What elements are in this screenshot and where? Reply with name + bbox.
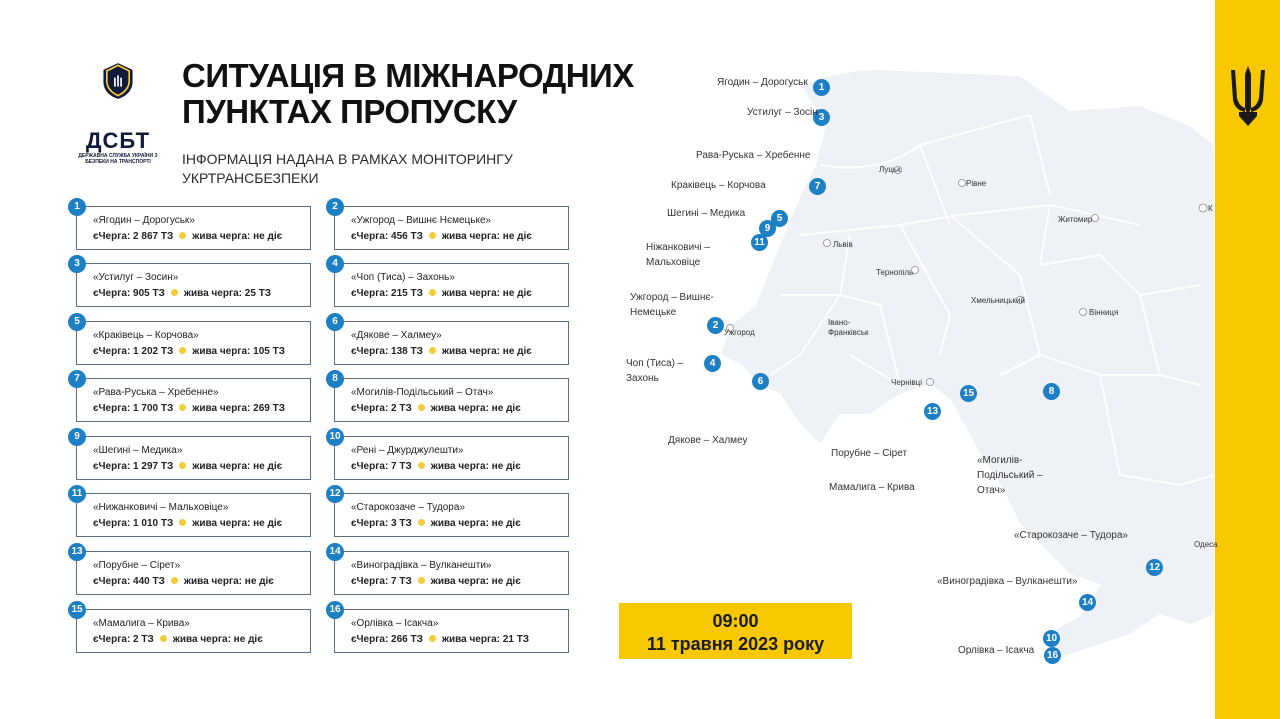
map-city-label: Луцьк xyxy=(879,165,901,174)
map-city-label: Івано-Франківськ xyxy=(828,318,869,337)
checkpoint-number-badge: 15 xyxy=(68,601,86,619)
checkpoint-card xyxy=(74,431,311,480)
e-queue-value: єЧерга: 440 ТЗ xyxy=(93,576,165,587)
checkpoint-card xyxy=(329,488,569,537)
checkpoint-card xyxy=(329,604,569,653)
checkpoint-card xyxy=(71,546,311,595)
map-marker: 1 xyxy=(813,79,830,96)
checkpoint-name: «Дякове – Халмеу» xyxy=(351,330,442,341)
checkpoint-number-badge: 2 xyxy=(326,198,344,216)
map-city-label: Ужгород xyxy=(724,328,755,337)
live-queue-value: жива черга: 269 ТЗ xyxy=(192,403,285,414)
timestamp-time: 09:00 xyxy=(712,611,759,631)
map-marker: 4 xyxy=(704,355,721,372)
map-marker-label: Ужгород – Вишнє-Немецьке xyxy=(630,292,714,318)
checkpoint-name: «Устилуг – Зосин» xyxy=(93,272,179,283)
map-marker-label: Чоп (Тиса) – Захонь xyxy=(626,358,684,384)
checkpoint-queue-line xyxy=(93,403,285,414)
checkpoint-name: «Рені – Джурджулешти» xyxy=(351,445,464,456)
live-queue-value: жива черга: не діє xyxy=(192,461,283,472)
checkpoint-number-badge: 1 xyxy=(68,198,86,216)
live-queue-value: жива черга: не діє xyxy=(430,576,521,587)
map-marker: 13 xyxy=(924,403,941,420)
live-queue-value: жива черга: не діє xyxy=(172,634,263,645)
e-queue-value: єЧерга: 1 297 ТЗ xyxy=(93,461,174,472)
checkpoint-queue-line xyxy=(93,346,285,357)
checkpoint-card xyxy=(74,373,311,422)
checkpoint-name: «Старокозаче – Тудора» xyxy=(351,502,465,513)
checkpoint-queue-line xyxy=(351,518,521,529)
yellow-dot-icon xyxy=(429,232,436,239)
live-queue-value: жива черга: не діє xyxy=(192,518,283,529)
yellow-dot-icon xyxy=(429,635,436,642)
timestamp-date: 11 травня 2023 року xyxy=(646,634,825,654)
e-queue-value: єЧерга: 2 867 ТЗ xyxy=(93,231,174,242)
map-marker-label: «Виноградівка – Вулканешти» xyxy=(937,576,1078,587)
checkpoint-number-badge: 13 xyxy=(68,543,86,561)
map-marker: 16 xyxy=(1044,647,1061,664)
yellow-dot-icon xyxy=(179,462,186,469)
map-city-label: Чернівці xyxy=(891,378,923,387)
dsbt-shield-icon xyxy=(78,62,158,128)
map-marker-label: Устилуг – Зосін xyxy=(747,107,818,118)
e-queue-value: єЧерга: 7 ТЗ xyxy=(351,461,412,472)
checkpoint-number-badge: 7 xyxy=(68,370,86,388)
yellow-dot-icon xyxy=(179,347,186,354)
map-marker-label: Краківець – Корчова xyxy=(671,180,766,191)
yellow-dot-icon xyxy=(160,635,167,642)
checkpoint-card xyxy=(332,373,569,422)
checkpoint-queue-line xyxy=(351,346,532,357)
trident-icon xyxy=(1227,64,1269,128)
checkpoint-queue-line xyxy=(351,288,532,299)
checkpoint-card xyxy=(332,316,569,365)
checkpoint-card xyxy=(71,604,311,653)
e-queue-value: єЧерга: 7 ТЗ xyxy=(351,576,412,587)
checkpoint-number-badge: 5 xyxy=(68,313,86,331)
map-marker-label: Дякове – Халмеу xyxy=(668,435,748,446)
checkpoint-number-badge: 16 xyxy=(326,601,344,619)
checkpoint-card xyxy=(71,488,311,537)
checkpoint-name: «Орлівка – Ісакча» xyxy=(351,618,439,629)
map-city-label: Хмельницький xyxy=(971,296,1025,305)
map-marker: 3 xyxy=(813,109,830,126)
map-marker-label: Ягодин – Дорогуськ xyxy=(717,77,808,88)
e-queue-value: єЧерга: 1 202 ТЗ xyxy=(93,346,174,357)
checkpoint-name: «Ягодин – Дорогуськ» xyxy=(93,215,195,226)
map-marker: 7 xyxy=(809,178,826,195)
live-queue-value: жива черга: не діє xyxy=(441,346,532,357)
map-marker-label: «Старокозаче – Тудора» xyxy=(1014,530,1128,541)
checkpoint-name: «Виноградівка – Вулканешти» xyxy=(351,560,492,571)
checkpoint-number-badge: 4 xyxy=(326,255,344,273)
checkpoint-card xyxy=(329,546,569,595)
map-marker-label: Орлівка – Ісакча xyxy=(958,645,1035,656)
map-marker-label: Ніжанковичі – Мальховіце xyxy=(646,242,710,268)
yellow-dot-icon xyxy=(418,519,425,526)
map-city-label: Одеса xyxy=(1194,540,1218,549)
checkpoint-name: «Рава-Руська – Хребенне» xyxy=(93,387,219,398)
checkpoint-number-badge: 14 xyxy=(326,543,344,561)
live-queue-value: жива черга: не діє xyxy=(441,288,532,299)
page-title: СИТУАЦІЯ В МІЖНАРОДНИХ ПУНКТАХ ПРОПУСКУ xyxy=(182,57,634,130)
map-marker: 9 xyxy=(759,220,776,237)
live-queue-value: жива черга: 25 ТЗ xyxy=(183,288,272,299)
page-subtitle: ІНФОРМАЦІЯ НАДАНА В РАМКАХ МОНІТОРИНГУ УКРТРАНСБЕЗПЕКИ xyxy=(182,151,513,186)
e-queue-value: єЧерга: 215 ТЗ xyxy=(351,288,423,299)
checkpoint-number-badge: 9 xyxy=(68,428,86,446)
map-marker: 2 xyxy=(707,317,724,334)
checkpoint-name: «Нижанковичі – Мальховіце» xyxy=(93,502,229,513)
e-queue-value: єЧерга: 1 700 ТЗ xyxy=(93,403,174,414)
checkpoint-queue-line xyxy=(93,288,271,299)
yellow-dot-icon xyxy=(179,232,186,239)
live-queue-value: жива черга: 105 ТЗ xyxy=(192,346,285,357)
live-queue-value: жива черга: не діє xyxy=(430,461,521,472)
map-marker-label: Рава-Руська – Хребенне xyxy=(696,150,811,161)
live-queue-value: жива черга: не діє xyxy=(192,231,283,242)
map-marker: 8 xyxy=(1043,383,1060,400)
checkpoint-name: «Порубне – Сірет» xyxy=(93,560,181,571)
checkpoint-card xyxy=(332,258,569,307)
checkpoint-card xyxy=(74,258,311,307)
checkpoint-number-badge: 6 xyxy=(326,313,344,331)
yellow-dot-icon xyxy=(418,462,425,469)
yellow-dot-icon xyxy=(429,347,436,354)
e-queue-value: єЧерга: 2 ТЗ xyxy=(351,403,412,414)
e-queue-value: єЧерга: 456 ТЗ xyxy=(351,231,423,242)
e-queue-value: єЧерга: 138 ТЗ xyxy=(351,346,423,357)
checkpoint-name: «Ужгород – Вишнє Нємецьке» xyxy=(351,215,492,226)
map-city-label: Рівне xyxy=(966,179,987,188)
checkpoint-name: «Могилів-Подільський – Отач» xyxy=(351,387,494,398)
map-marker: 10 xyxy=(1043,630,1060,647)
map-marker: 5 xyxy=(771,210,788,227)
e-queue-value: єЧерга: 905 ТЗ xyxy=(93,288,165,299)
checkpoint-queue-line xyxy=(351,461,521,472)
yellow-dot-icon xyxy=(171,289,178,296)
checkpoint-card xyxy=(332,201,569,250)
map-marker: 14 xyxy=(1079,594,1096,611)
map-marker-label: «Могилів-Подільський – Отач» xyxy=(977,455,1043,496)
checkpoint-queue-line xyxy=(93,231,282,242)
map-city-label: Львів xyxy=(833,240,853,249)
checkpoint-name: «Шегині – Медика» xyxy=(93,445,183,456)
yellow-dot-icon xyxy=(171,577,178,584)
live-queue-value: жива черга: не діє xyxy=(183,576,274,587)
map-marker-label: Мамалига – Крива xyxy=(829,482,915,493)
checkpoint-number-badge: 8 xyxy=(326,370,344,388)
map-marker: 11 xyxy=(751,234,768,251)
checkpoint-number-badge: 10 xyxy=(326,428,344,446)
map-marker: 15 xyxy=(960,385,977,402)
yellow-dot-icon xyxy=(418,577,425,584)
checkpoint-name: «Краківець – Корчова» xyxy=(93,330,199,341)
live-queue-value: жива черга: не діє xyxy=(430,518,521,529)
e-queue-value: єЧерга: 3 ТЗ xyxy=(351,518,412,529)
yellow-dot-icon xyxy=(429,289,436,296)
map-city-label: Житомир xyxy=(1058,215,1093,224)
e-queue-value: єЧерга: 1 010 ТЗ xyxy=(93,518,174,529)
yellow-dot-icon xyxy=(179,519,186,526)
live-queue-value: жива черга: не діє xyxy=(430,403,521,414)
checkpoint-card xyxy=(74,201,311,250)
checkpoint-number-badge: 11 xyxy=(68,485,86,503)
checkpoint-number-badge: 12 xyxy=(326,485,344,503)
logo-subtitle: ДЕРЖАВНА СЛУЖБА УКРАЇНИ З БЕЗПЕКИ НА ТРАНСПОРТІ xyxy=(78,153,158,165)
map-marker: 12 xyxy=(1146,559,1163,576)
live-queue-value: жива черга: 21 ТЗ xyxy=(441,634,530,645)
checkpoint-name: «Мамалига – Крива» xyxy=(93,618,190,629)
map-marker-label: Порубне – Сірет xyxy=(831,448,908,459)
checkpoint-queue-line xyxy=(93,576,274,587)
checkpoint-card xyxy=(74,316,311,365)
yellow-dot-icon xyxy=(179,404,186,411)
map-city-label: Вінниця xyxy=(1089,308,1119,317)
map-city-label: Тернопіль xyxy=(876,268,914,277)
checkpoint-queue-line xyxy=(93,634,263,645)
yellow-dot-icon xyxy=(418,404,425,411)
e-queue-value: єЧерга: 266 ТЗ xyxy=(351,634,423,645)
checkpoint-queue-line xyxy=(351,634,529,645)
checkpoint-card xyxy=(329,431,569,480)
checkpoint-queue-line xyxy=(93,461,282,472)
checkpoint-queue-line xyxy=(351,231,532,242)
checkpoint-number-badge: 3 xyxy=(68,255,86,273)
logo-abbreviation: ДСБТ xyxy=(85,128,151,153)
live-queue-value: жива черга: не діє xyxy=(441,231,532,242)
checkpoint-name: «Чоп (Тиса) – Захонь» xyxy=(351,272,455,283)
map-marker-label: Шегині – Медика xyxy=(667,208,746,219)
map-marker: 6 xyxy=(752,373,769,390)
e-queue-value: єЧерга: 2 ТЗ xyxy=(93,634,154,645)
checkpoint-queue-line xyxy=(93,518,282,529)
checkpoint-queue-line xyxy=(351,576,521,587)
map-city-label: К xyxy=(1208,204,1213,213)
checkpoint-queue-line xyxy=(351,403,521,414)
